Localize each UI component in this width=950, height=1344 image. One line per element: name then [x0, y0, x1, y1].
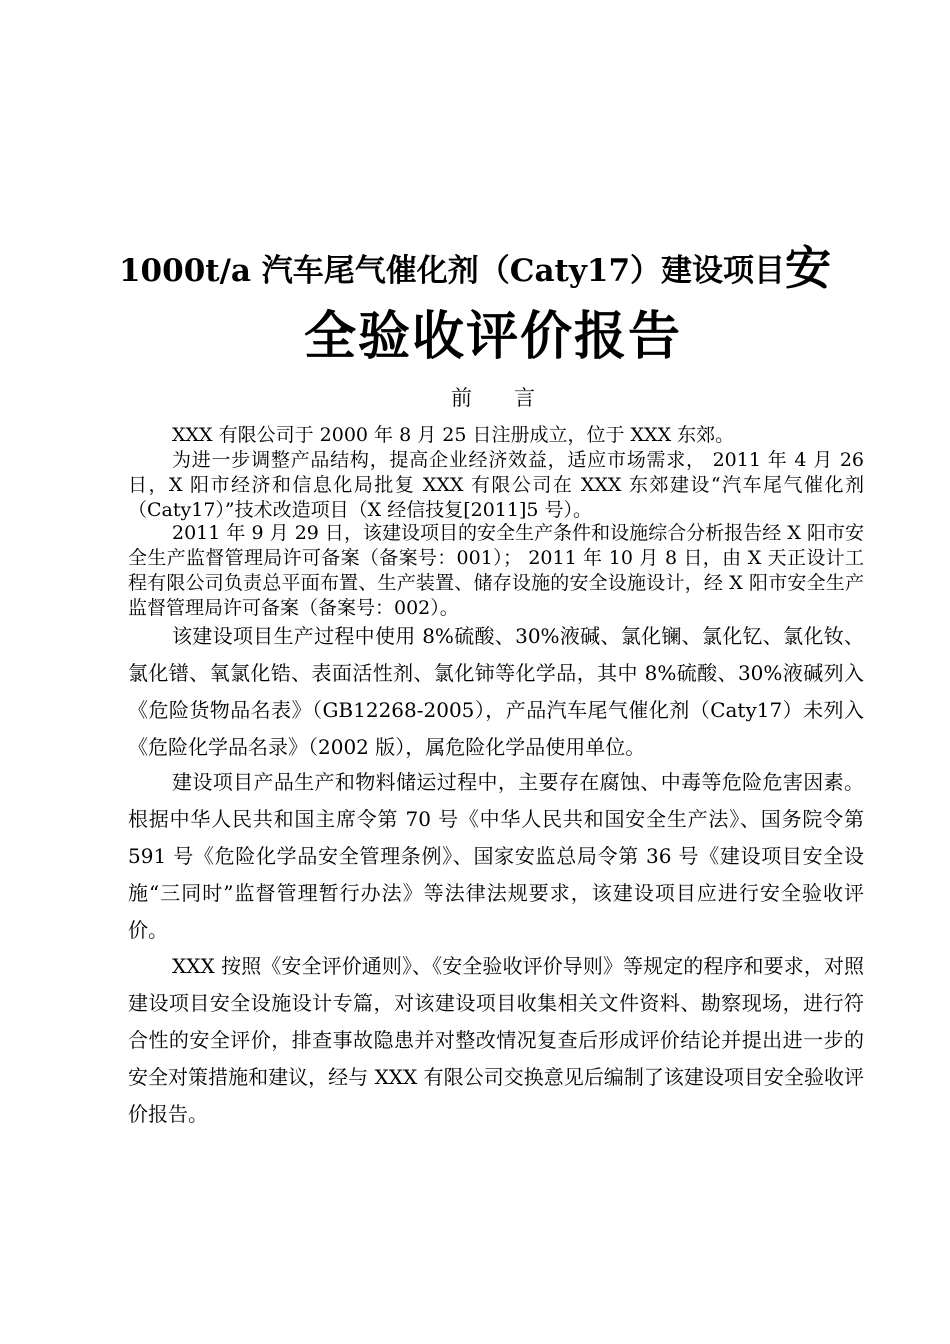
- report-title-line-1: [0, 242, 950, 297]
- paragraph-hazards-regulations: 建设项目产品生产和物料储运过程中，主要存在腐蚀、中毒等危险危害因素。根据中华人民共和国主席令第 70 号《中华人民共和国安全生产法》、国务院令第 591 号《危险化学品安全管理条例》、国家安监总局令第 36 号《建设项目安全设施“三同时”监督管理暂行办法》等法律法规要求，该建设项目应进行安全验收评价。: [128, 770, 864, 942]
- paragraph-project-approval: 为进一步调整产品结构，提高企业经济效益，适应市场需求， 2011 年 4 月 26 日，X 阳市经济和信息化局批复 XXX 有限公司在 XXX 东郊建设“汽车尾气催化剂（Caty17）”技术改造项目（X 经信技复[2011]5 号）。: [128, 449, 864, 521]
- preface-heading: 前 言: [451, 386, 535, 410]
- paragraph-safety-filing: 2011 年 9 月 29 日，该建设项目的安全生产条件和设施综合分析报告经 X 阳市安全生产监督管理局许可备案（备案号：001）； 2011 年 10 月 8 日，由 X 天正设计工程有限公司负责总平面布置、生产装置、储存设施的安全设施设计，经 X 阳市安全生产监督管理局许可备案（备案号：002）。: [128, 522, 864, 619]
- report-title-main: 1000t/a 汽车尾气催化剂（Caty17）建设项目: [118, 253, 786, 289]
- paragraph-company-registration: XXX 有限公司于 2000 年 8 月 25 日注册成立，位于 XXX 东郊。: [172, 424, 735, 446]
- paragraph-evaluation-process: XXX 按照《安全评价通则》、《安全验收评价导则》等规定的程序和要求，对照建设项目安全设施设计专篇，对该建设项目收集相关文件资料、勘察现场，进行符合性的安全评价，排查事故隐患并对整改情况复查后形成评价结论并提出进一步的安全对策措施和建议，经与 XXX 有限公司交换意见后编制了该建设项目安全验收评价报告。: [128, 954, 864, 1126]
- report-title-line-2: 全验收评价报告: [303, 307, 682, 367]
- paragraph-chemicals-used: 该建设项目生产过程中使用 8%硫酸、30%液碱、氯化镧、氯化钇、氯化钕、氯化镨、氧氯化锆、表面活性剂、氯化铈等化学品，其中 8%硫酸、30%液碱列入《危险货物品名表》（GB12268-2005），产品汽车尾气催化剂（Caty17）未列入《危险化学品名录》（2002 版），属危险化学品使用单位。: [128, 624, 864, 759]
- report-title-end-char: 安: [785, 241, 832, 295]
